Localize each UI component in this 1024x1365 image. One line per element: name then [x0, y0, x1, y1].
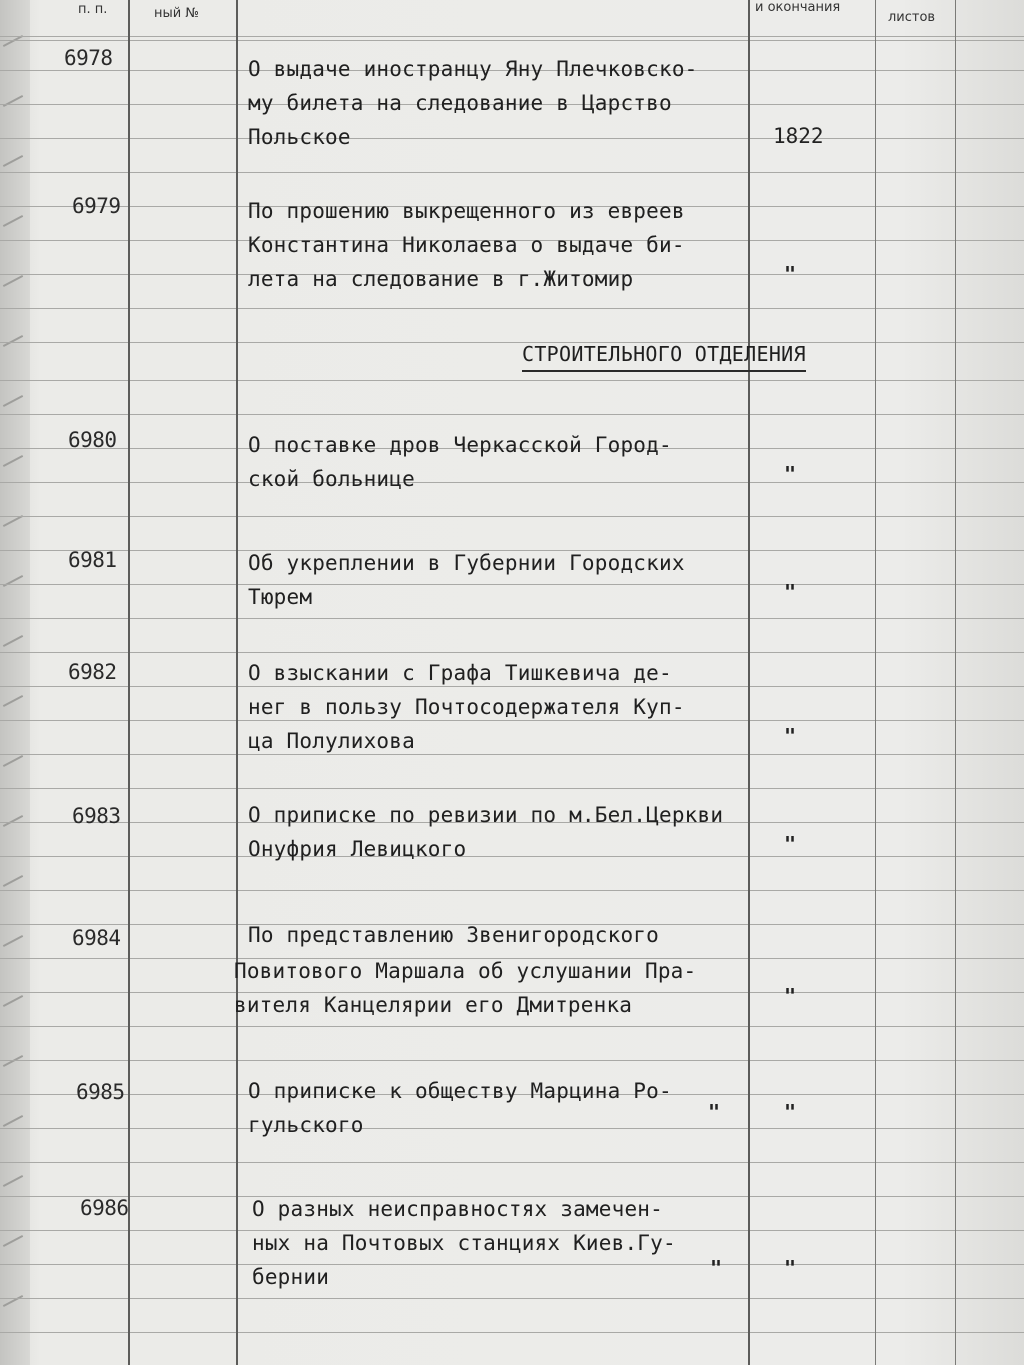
ditto-mark: "	[784, 262, 797, 286]
ditto-mark: "	[784, 580, 797, 604]
entry-title-line: Константина Николаева о выдаче би-	[248, 233, 685, 257]
entry-number: 6979	[72, 194, 121, 218]
entry-number: 6982	[68, 660, 117, 684]
entry-number: 6983	[72, 804, 121, 828]
ditto-mark: "	[784, 1256, 797, 1280]
entry-title-line: бернии	[252, 1265, 330, 1289]
entry-title-line: О разных неисправностях замечен-	[252, 1197, 663, 1221]
entry-number: 6981	[68, 548, 117, 572]
entry-number: 6980	[68, 428, 117, 452]
header-sheets-label: листов	[888, 10, 936, 25]
ditto-mark: "	[784, 832, 797, 856]
ditto-mark: "	[784, 984, 797, 1008]
column-divider	[955, 0, 956, 1365]
ditto-mark: "	[708, 1100, 721, 1124]
ditto-mark: "	[710, 1256, 723, 1280]
entry-title-line: гульского	[248, 1113, 364, 1137]
ledger-binding	[0, 0, 30, 1365]
entry-end-date: 1822	[773, 124, 824, 148]
entry-number: 6984	[72, 926, 121, 950]
entry-number: 6985	[76, 1080, 125, 1104]
column-divider	[875, 0, 876, 1365]
entry-title-line: Повитового Маршала об услушании Пра-	[234, 959, 697, 983]
ditto-mark: "	[784, 462, 797, 486]
header-index-label: ный №	[154, 6, 199, 21]
header-number-label: п. п.	[78, 2, 108, 17]
ditto-mark: "	[784, 724, 797, 748]
entry-title-line: О приписке по ревизии по м.Бел.Церкви	[248, 803, 724, 827]
entry-title-line: му билета на следование в Царство	[248, 91, 672, 115]
entry-title-line: О взыскании с Графа Тишкевича де-	[248, 661, 672, 685]
entry-title-line: ца Полулихова	[248, 729, 415, 753]
entry-number: 6986	[80, 1196, 129, 1220]
entry-title-line: Тюрем	[248, 585, 313, 609]
column-divider	[236, 0, 238, 1365]
entry-title-line: Польское	[248, 125, 351, 149]
entry-title-line: Об укреплении в Губернии Городских	[248, 551, 685, 575]
entry-title-line: О поставке дров Черкасской Город-	[248, 433, 672, 457]
entry-title-line: Онуфрия Левицкого	[248, 837, 467, 861]
entry-title-line: О приписке к обществу Марцина Ро-	[248, 1079, 672, 1103]
header-end-date-label: и окончания	[755, 0, 841, 15]
entry-title-line: По представлению Звенигородского	[248, 923, 659, 947]
column-divider	[128, 0, 130, 1365]
entry-number: 6978	[64, 46, 113, 70]
entry-title-line: О выдаче иностранцу Яну Плечковско-	[248, 57, 698, 81]
entry-title-line: вителя Канцелярии его Дмитренка	[234, 993, 633, 1017]
entry-title-line: ных на Почтовых станциях Киев.Гу-	[252, 1231, 676, 1255]
ditto-mark: "	[784, 1100, 797, 1124]
entry-title-line: лета на следование в г.Житомир	[248, 267, 634, 291]
section-heading: СТРОИТЕЛЬНОГО ОТДЕЛЕНИЯ	[522, 342, 806, 372]
entry-title-line: По прошению выкрещенного из евреев	[248, 199, 685, 223]
entry-title-line: ской больнице	[248, 467, 415, 491]
entry-title-line: нег в пользу Почтосодержателя Куп-	[248, 695, 685, 719]
